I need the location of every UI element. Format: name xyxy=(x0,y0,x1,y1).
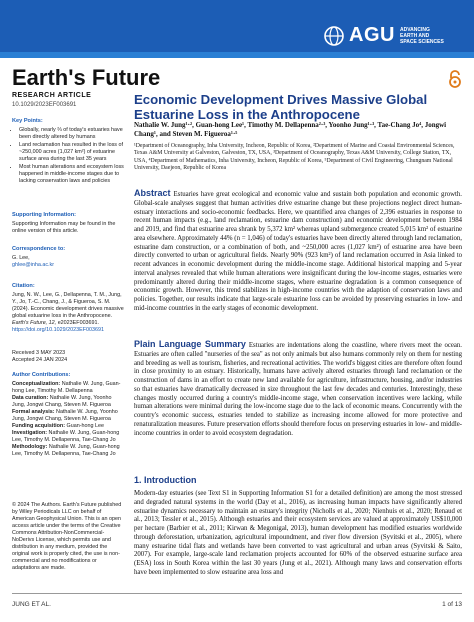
citation-text: Jung, N. W., Lee, G., Dellapenna, T. M., Jung, Y., Jo, T.-C., Chang, J., & Figueroa, S. M. (2024). Economic development drives massive global estuarine loss in the Anthropocene. xyxy=(12,292,124,319)
key-point-item: • Globally, nearly ⅔ of today's estuaries have been directly altered by humans xyxy=(19,127,124,141)
citation-number: e2023EF003691. xyxy=(57,320,100,326)
plain-language-summary xyxy=(134,340,462,438)
contribution-item: Data curation: Nathalie W. Jung, Yoonho Jung, Jongwi Chang, Steven M. Figueroa xyxy=(12,395,112,408)
author-contributions xyxy=(12,372,124,458)
abstract-heading: Abstract xyxy=(134,188,171,198)
article-dates xyxy=(12,350,124,364)
plain-language-text: Estuaries are indentations along the coastline, where rivers meet the ocean. Estuaries are often called "nurseries of the sea" as not only animals but also humans commonly rely on them for nesting and breeding as well as tourism, fisheries, and recreational activities. The world's biggest cities are therefore often found in close proximity to an estuary. Historically, humans have actively altered estuaries through land reclamation or the construction of dams in an effort to create new land available for agriculture, infrastructure, housing, and/or industries so that estuaries have dramatically decreased in size throughout the last few decades and centuries. Interestingly, these changes mostly occurred during a country's middle-income stage, when conservation incentives were lacking, while human alterations were minimal during the low-income stage due to the lack of economic means. Concurrently with the country's economic success, estuaries tended to stabilize as increasing income allowed for more protective and renaturalization measures. Future preservation efforts should therefore focus on preserving estuaries in low- and middle-income countries in order to avoid ecosystem degradation. xyxy=(134,342,463,437)
license-text: © 2024 The Authors. Earth's Future published by Wiley Periodicals LLC on behalf of American Geophysical Union. This is an open access article under the terms of the Creative Commons Attribution-NonCommercial-NoDerivs License, which permits use and distribution in any medium, provided the original work is properly cited, the use is non-commercial and no modifications or adaptations are made. xyxy=(12,502,122,571)
contribution-item: Conceptualization: Nathalie W. Jung, Guan-hong Lee, Timothy M. Dellapenna xyxy=(12,381,121,394)
footer-authors: JUNG ET AL. xyxy=(12,601,51,608)
correspondence xyxy=(12,246,124,269)
contribution-item: Formal analysis: Nathalie W. Jung, Yoonho Jung, Jongwi Chang, Steven M. Figueroa xyxy=(12,409,118,422)
contributions-heading: Author Contributions: xyxy=(12,372,71,378)
contribution-item: Methodology: Nathalie W. Jung, Guan-hong Lee, Timothy M. Dellapenna, Tae-Chang Jo xyxy=(12,444,120,457)
open-access-icon xyxy=(448,70,462,88)
header-stripe xyxy=(0,52,474,58)
publisher-logo[interactable] xyxy=(324,24,460,47)
citation-heading: Citation: xyxy=(12,283,35,289)
received-date: Received 3 MAY 2023 xyxy=(12,350,66,356)
supporting-info-heading: Supporting Information: xyxy=(12,212,77,218)
publisher-logo-letters: AGU xyxy=(349,24,395,46)
key-points-heading: Key Points: xyxy=(12,118,43,124)
introduction-heading: 1. Introduction xyxy=(134,475,197,485)
plain-language-heading: Plain Language Summary xyxy=(134,339,246,349)
abstract-text: Estuaries have great ecological and economic value and sustain both population and economic growth. Global-scale analyses suggest that human activities drive estuarine change but these projections neglect direct human-estuary interactions and socio-economic feedbacks. Here, we quantified area changes of 2,396 estuaries in response to recent human impacts (e.g., land reclamation, estuarine dam construction) and economic development between 1984 and 2019, and find that estuarine area shrank by 5,372 km² whereas upland submergence created 5,015 km² of estuarine area elsewhere. Approximately 44% (n = 1,046) of today's estuaries have been directly altered through land reclamation, estuarine dam construction, or a combination of both, and ~250,000 acres (1,027 km²) of estuarine area have been directly converted to urban or agricultural fields. Nearly 90% (923 km²) of land reclamation occurred in Asia linked to recent advances in economic development during the middle-income stage. Additional historical mapping and 5-year interval analyses revealed that while human alterations were insignificant during the low-income stages, estuaries were predominantly altered during their middle-income stages, where estuarine degradation is a common consequence of economic growth. However, this trend stabilizes in high-income countries with the adaption of conservation laws and policies. Together, our results indicate that large-scale estuarine loss can be avoided by preserving estuaries in low- and mid-income countries in the early stages of economic development. xyxy=(134,191,462,312)
key-point-item: • Most human alterations and ecosystem loss happened in middle-income stages due to lacking conservation laws and policies xyxy=(19,164,124,185)
abstract xyxy=(134,189,462,314)
citation-doi-link[interactable]: https://doi.org/10.1029/2023EF003691 xyxy=(12,327,105,333)
license-notice xyxy=(12,502,124,572)
journal-name[interactable]: Earth's Future xyxy=(12,65,161,90)
correspondence-name: G. Lee, xyxy=(12,255,30,261)
key-point-item: • Land reclamation has resulted in the loss of ~250,000 acres (1,027 km²) of estuarine surface area during the last 35 years xyxy=(19,142,124,163)
globe-icon xyxy=(324,26,344,46)
contribution-item: Investigation: Nathalie W. Jung, Guan-hong Lee, Timothy M. Dellapenna, Tae-Chang Jo xyxy=(12,430,120,443)
correspondence-heading: Correspondence to: xyxy=(12,246,66,252)
footer-rule xyxy=(12,593,462,594)
contribution-item: Funding acquisition: Guan-hong Lee xyxy=(12,423,104,429)
correspondence-email-link[interactable]: ghlee@inha.ac.kr xyxy=(12,262,55,268)
publisher-tagline: ADVANCING EARTH AND SPACE SCIENCES xyxy=(400,26,444,45)
article-type: RESEARCH ARTICLE xyxy=(12,92,92,99)
supporting-info-text: Supporting Information may be found in the online version of this article. xyxy=(12,221,116,234)
key-points xyxy=(12,118,124,186)
author-list: Nathalie W. Jung¹·², Guan-hong Lee¹, Timothy M. Dellapenna²·³, Yoonho Jung¹·³, Tae-Chang Jo⁴, Jongwi Chang¹, and Steven M. Figueroa¹·⁵ xyxy=(134,121,447,138)
citation xyxy=(12,283,124,334)
accepted-date: Accepted 24 JAN 2024 xyxy=(12,357,68,363)
journal-header-bar xyxy=(0,0,474,58)
citation-journal: Earth's Future, 12, xyxy=(12,320,57,326)
footer-page-number: 1 of 13 xyxy=(442,601,462,608)
author-affiliations: ¹Department of Oceanography, Inha University, Incheon, Republic of Korea, ²Department of Marine and Coastal Environmental Sciences, Texas A&M University at Galveston, Galveston, TX, USA, ³Department of Oceanography, Texas A&M University, College Station, TX, USA, ⁴Department of Mathematics, Inha University, Incheon, Republic of Korea, ⁵Department of Civil Engineering, Chungnam National University, Daejeon, Republic of Korea xyxy=(134,143,455,172)
article-doi[interactable]: 10.1029/2023EF003691 xyxy=(12,102,77,108)
introduction-text: Modern-day estuaries (see Text S1 in Supporting Information S1 for a detailed definition) are among the most stressed and degraded natural systems in the world (Day et al., 2016), as increasing human impacts have significantly altered estuarine dynamics necessary to maintain an estuary's integrity (Nicholls et al., 2020; Nienhuis et al., 2020; Renaud et al., 2013; Tessler et al., 2015). Although estuaries and their ecosystem services are valued at approximately US$10,000 per hectare (Barbier et al., 2011; Kirwan & Megonigal, 2013), human development has modified estuaries worldwide through deforestation, urbanization, agricultural impoundment, and river flow diversion (Syvitski et al., 2005), where many estuarine tidal flats and wetlands have been converted to vast agricultural and urban areas (Syvitski & Saito, 2007). For example, large-scale land reclamation projects accounted for 60% of the observed estuarine surface area (ESA) loss in South Korea within the last 30 years (Jung et al., 2021). Although many laws and conservation efforts have been implemented to slow estuarine area loss and xyxy=(134,490,462,576)
supporting-information xyxy=(12,212,124,235)
article-title: Economic Development Drives Massive Global Estuarine Loss in the Anthropocene xyxy=(134,92,428,122)
